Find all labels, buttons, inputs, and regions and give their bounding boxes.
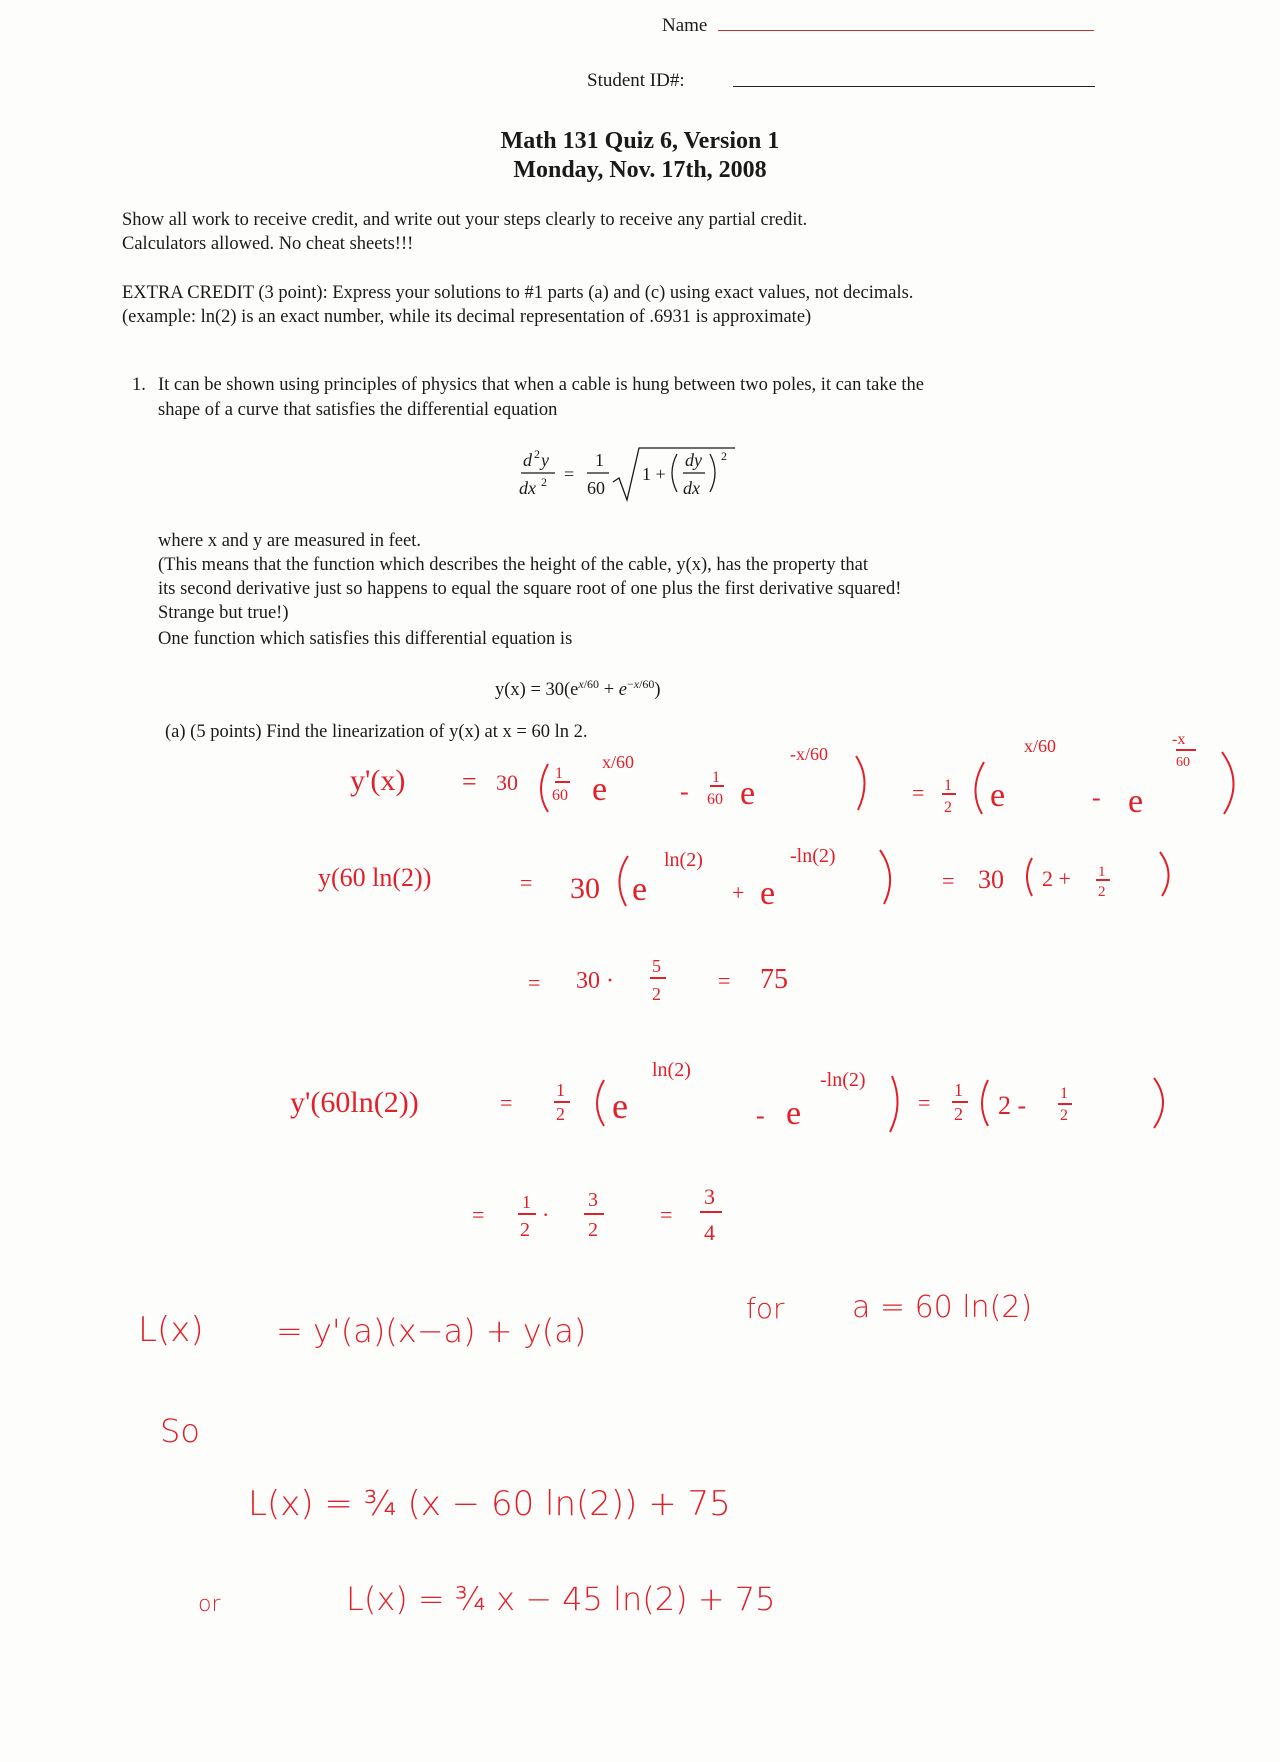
hw-derivative-line: [350, 731, 1234, 820]
hw-y-at-a-line: [318, 845, 1169, 912]
svg-text:2: 2: [721, 449, 727, 463]
svg-text:2: 2: [556, 1104, 565, 1124]
problem-number: 1.: [132, 375, 146, 395]
problem-after-3: its second derivative just so happens to equal the square root of one plus the first derivative squared!: [158, 579, 902, 599]
svg-text:2: 2: [520, 1219, 530, 1241]
svg-text:60: 60: [707, 791, 723, 808]
svg-text:dx: dx: [683, 478, 700, 498]
svg-text:-x: -x: [1172, 731, 1186, 748]
instructions-line-2: Calculators allowed. No cheat sheets!!!: [122, 234, 414, 254]
svg-text:4: 4: [704, 1220, 715, 1245]
svg-text:-ln(2): -ln(2): [820, 1069, 866, 1091]
svg-text:=: =: [462, 767, 477, 796]
svg-text:=: =: [528, 970, 541, 995]
svg-text:=: =: [500, 1090, 513, 1115]
svg-text:=: =: [918, 1090, 931, 1115]
svg-text:=: =: [718, 968, 731, 993]
hw-derivative-at-a-line: [290, 1059, 1163, 1132]
svg-text:2: 2: [534, 447, 540, 461]
svg-text:dx: dx: [519, 478, 536, 498]
name-label: Name: [662, 15, 708, 36]
svg-text:dy: dy: [685, 450, 702, 470]
problem-line-1: It can be shown using principles of physics that when a cable is hung between two poles, it can take the: [158, 375, 925, 395]
student-id-label: Student ID#:: [587, 70, 685, 91]
svg-text:2: 2: [588, 1219, 598, 1241]
extra-credit-line-1: EXTRA CREDIT (3 point): Express your solutions to #1 parts (a) and (c) using exact values, not decimals.: [122, 283, 914, 303]
svg-text:e: e: [740, 775, 756, 812]
svg-text:-: -: [756, 1101, 765, 1130]
svg-text:30 ·: 30 ·: [576, 968, 614, 994]
hw-y-value-line: [528, 956, 788, 1004]
svg-text:2 -: 2 -: [998, 1091, 1027, 1120]
svg-text:y(60 ln(2)): y(60 ln(2)): [318, 863, 432, 892]
svg-text:1: 1: [712, 769, 720, 786]
svg-text:30: 30: [978, 865, 1004, 894]
svg-text:y'(x): y'(x): [350, 764, 406, 797]
svg-text:2: 2: [954, 1104, 963, 1124]
svg-text:1: 1: [556, 1080, 565, 1100]
svg-text:3: 3: [588, 1189, 598, 1211]
svg-text:1 +: 1 +: [642, 464, 666, 484]
svg-text:e: e: [786, 1095, 802, 1132]
svg-text:e: e: [760, 875, 776, 912]
svg-text:2: 2: [652, 984, 661, 1004]
svg-text:1: 1: [1060, 1085, 1068, 1102]
hw-slope-value-line: [472, 1184, 722, 1245]
hw-so-word: So: [160, 1412, 200, 1450]
svg-text:=: =: [564, 464, 575, 484]
svg-text:1: 1: [522, 1192, 531, 1212]
hw-a-definition: a = 60 ln(2): [852, 1290, 1033, 1325]
svg-text:e: e: [990, 777, 1006, 814]
svg-text:5: 5: [652, 956, 661, 976]
svg-text:y: y: [541, 450, 549, 470]
svg-text:2: 2: [541, 475, 547, 489]
svg-text:=: =: [942, 868, 955, 893]
svg-text:1: 1: [954, 1080, 963, 1100]
svg-text:60: 60: [552, 787, 568, 804]
svg-text:e: e: [612, 1086, 628, 1126]
hw-linearization-result: L(x) = ¾ (x − 60 ln(2)) + 75: [248, 1484, 731, 1524]
svg-text:1: 1: [1098, 864, 1106, 880]
svg-text:30: 30: [570, 872, 600, 905]
svg-text:75: 75: [760, 964, 788, 995]
svg-text:2: 2: [1098, 884, 1106, 900]
svg-text:60: 60: [1176, 755, 1190, 770]
svg-text:-: -: [1092, 783, 1101, 812]
svg-text:3: 3: [704, 1184, 715, 1209]
svg-text:2: 2: [1060, 1107, 1068, 1124]
problem-line-2: shape of a curve that satisfies the differential equation: [158, 400, 558, 420]
svg-text:ln(2): ln(2): [652, 1059, 691, 1081]
svg-text:=: =: [520, 870, 533, 895]
hw-linearization-formula: = y'(a)(x−a) + y(a): [276, 1312, 587, 1350]
svg-text:2: 2: [944, 799, 952, 816]
svg-text:x/60: x/60: [602, 752, 635, 772]
problem-after-2: (This means that the function which describes the height of the cable, y(x), has the property that: [158, 555, 868, 575]
quiz-title: Math 131 Quiz 6, Version 1: [500, 128, 780, 154]
svg-text:=: =: [912, 780, 925, 805]
svg-text:y'(60ln(2)): y'(60ln(2)): [290, 1086, 419, 1119]
svg-text:1: 1: [944, 777, 952, 794]
svg-text:e: e: [1128, 783, 1144, 820]
svg-text:e: e: [632, 871, 648, 908]
svg-text:·: ·: [542, 1202, 550, 1227]
problem-after-5: One function which satisfies this differential equation is: [158, 629, 573, 649]
hw-linearization-label: L(x): [138, 1310, 204, 1350]
svg-text:=: =: [472, 1202, 485, 1227]
svg-text:+: +: [732, 880, 745, 905]
hw-or-word: or: [198, 1592, 221, 1617]
svg-text:-ln(2): -ln(2): [790, 845, 836, 867]
svg-text:e: e: [592, 771, 608, 808]
svg-text:2 +: 2 +: [1042, 866, 1071, 891]
quiz-date: Monday, Nov. 17th, 2008: [513, 157, 767, 183]
instructions-line-1: Show all work to receive credit, and write out your steps clearly to receive any partial credit.: [122, 210, 808, 230]
problem-after-4: Strange but true!): [158, 603, 289, 623]
extra-credit-line-2: (example: ln(2) is an exact number, while its decimal representation of .6931 is approximate): [122, 307, 812, 327]
problem-after-1: where x and y are measured in feet.: [158, 531, 421, 551]
svg-text:1: 1: [555, 765, 563, 782]
svg-text:30: 30: [496, 770, 518, 795]
svg-text:x/60: x/60: [1024, 736, 1057, 756]
svg-text:1: 1: [595, 450, 604, 470]
svg-text:-: -: [680, 777, 689, 806]
svg-text:ln(2): ln(2): [664, 849, 703, 871]
svg-text:60: 60: [587, 478, 605, 498]
svg-text:-x/60: -x/60: [790, 744, 828, 764]
hw-linearization-expanded: L(x) = ¾ x − 45 ln(2) + 75: [346, 1580, 776, 1618]
svg-text:=: =: [660, 1202, 673, 1227]
hw-for-word: for: [746, 1292, 785, 1325]
svg-text:d: d: [523, 450, 532, 470]
cable-function: $y(x) = 30(e^{x/60} + e^{-x/60})$: [495, 677, 661, 701]
part-a-prompt: (a) (5 points) Find the linearization of y(x) at x = 60 ln 2.: [165, 722, 588, 742]
